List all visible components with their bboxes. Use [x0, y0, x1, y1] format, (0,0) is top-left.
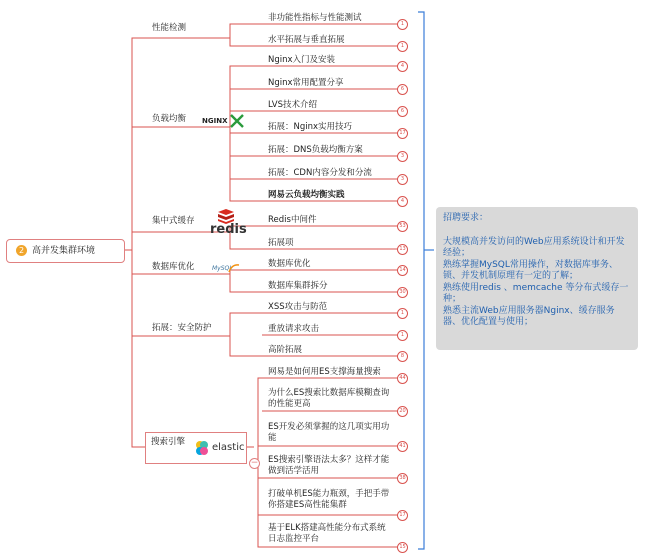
leaf-lb-6[interactable]: 拓展：CDN内容分发和分流	[268, 168, 372, 178]
count-badge: 1	[397, 19, 408, 30]
count-badge: 41	[397, 441, 408, 452]
leaf-lb-4[interactable]: 拓展：Nginx实用技巧	[268, 122, 353, 132]
requirements-note[interactable]	[436, 207, 638, 350]
count-badge: 20	[397, 406, 408, 417]
count-badge: 1	[397, 330, 408, 341]
leaf-es-3[interactable]: ES开发必须掌握的这几项实用功能	[268, 422, 390, 443]
count-badge: 17	[397, 510, 408, 521]
collapse-toggle[interactable]: −	[250, 458, 259, 468]
elastic-logo-text: elastic	[212, 442, 245, 453]
count-badge: 53	[397, 221, 408, 232]
count-badge: 6	[397, 106, 408, 117]
category-cache[interactable]: 集中式缓存	[152, 216, 195, 226]
category-search-label: 搜索引擎	[151, 437, 186, 447]
count-badge: 1	[397, 308, 408, 319]
leaf-sec-1[interactable]: XSS攻击与防范	[268, 302, 328, 312]
count-badge: 44	[397, 373, 408, 384]
elastic-icon	[194, 440, 210, 456]
count-badge: 13	[397, 244, 408, 255]
category-search-engine[interactable]	[145, 432, 247, 464]
count-badge: 1	[397, 41, 408, 52]
leaf-es-1[interactable]: 网易是如何用ES支撑海量搜索	[268, 367, 381, 377]
leaf-sec-3[interactable]: 高阶拓展	[268, 345, 303, 355]
note-title: 招聘要求：	[443, 213, 489, 223]
leaf-es-4[interactable]: ES搜索引擎语法太多？这样才能做到活学活用	[268, 455, 390, 476]
count-badge: 38	[397, 473, 408, 484]
count-badge: 14	[397, 265, 408, 276]
leaf-es-6[interactable]: 基于ELK搭建高性能分布式系统日志监控平台	[268, 523, 386, 544]
note-line: 大规模高并发访问的Web应用系统设计和开发经验；	[443, 236, 625, 258]
leaf-lb-2[interactable]: Nginx常用配置分享	[268, 78, 344, 88]
leaf-cache-2[interactable]: 拓展项	[268, 238, 294, 248]
count-badge: 3	[397, 174, 408, 185]
mysql-logo: MySQL	[212, 263, 240, 277]
count-badge: 15	[397, 542, 408, 553]
leaf-cache-1[interactable]: Redis中间件	[268, 215, 317, 225]
count-badge: 3	[397, 151, 408, 162]
root-node[interactable]	[6, 239, 125, 263]
leaf-perf-2[interactable]: 水平拓展与垂直拓展	[268, 35, 345, 45]
count-badge: 6	[397, 84, 408, 95]
category-security[interactable]: 拓展：安全防护	[152, 323, 212, 333]
leaf-lb-1[interactable]: Nginx入门及安装	[268, 55, 336, 65]
leaf-es-2[interactable]: 为什么ES搜索比数据库模糊查询的性能更高	[268, 388, 390, 409]
leaf-lb-5[interactable]: 拓展：DNS负载均衡方案	[268, 145, 363, 155]
count-badge: 30	[397, 287, 408, 298]
leaf-perf-1[interactable]: 非功能性指标与性能测试	[268, 13, 362, 23]
note-line: 熟练使用redis 、memcache 等分布式缓存一种；	[443, 282, 629, 304]
root-number-badge: 2	[16, 245, 27, 256]
leaf-lb-3[interactable]: LVS技术介绍	[268, 100, 318, 110]
leaf-sec-2[interactable]: 重放请求攻击	[268, 324, 320, 334]
note-line: 熟练掌握MySQL常用操作，对数据库事务、锁、并发机制原理有一定的了解；	[443, 259, 618, 281]
redis-logo: redis	[210, 208, 242, 238]
count-badge: 8	[397, 351, 408, 362]
leaf-es-5[interactable]: 打破单机ES能力瓶颈，手把手带你搭建ES高性能集群	[268, 489, 390, 510]
count-badge: 17	[397, 128, 408, 139]
nginx-logo: NGINX	[202, 112, 244, 132]
leaf-db-2[interactable]: 数据库集群拆分	[268, 281, 328, 291]
leaf-lb-7[interactable]: 网易云负载均衡实践	[268, 190, 345, 200]
root-label: 高并发集群环境	[32, 246, 96, 256]
category-perf[interactable]: 性能检测	[152, 23, 187, 33]
category-load-balance[interactable]: 负载均衡	[152, 114, 187, 124]
count-badge: 4	[397, 61, 408, 72]
count-badge: 4	[397, 196, 408, 207]
leaf-db-1[interactable]: 数据库优化	[268, 259, 311, 269]
category-db[interactable]: 数据库优化	[152, 262, 195, 272]
note-line: 熟悉主流Web应用服务器Nginx、缓存服务器、优化配置与使用；	[443, 305, 615, 327]
